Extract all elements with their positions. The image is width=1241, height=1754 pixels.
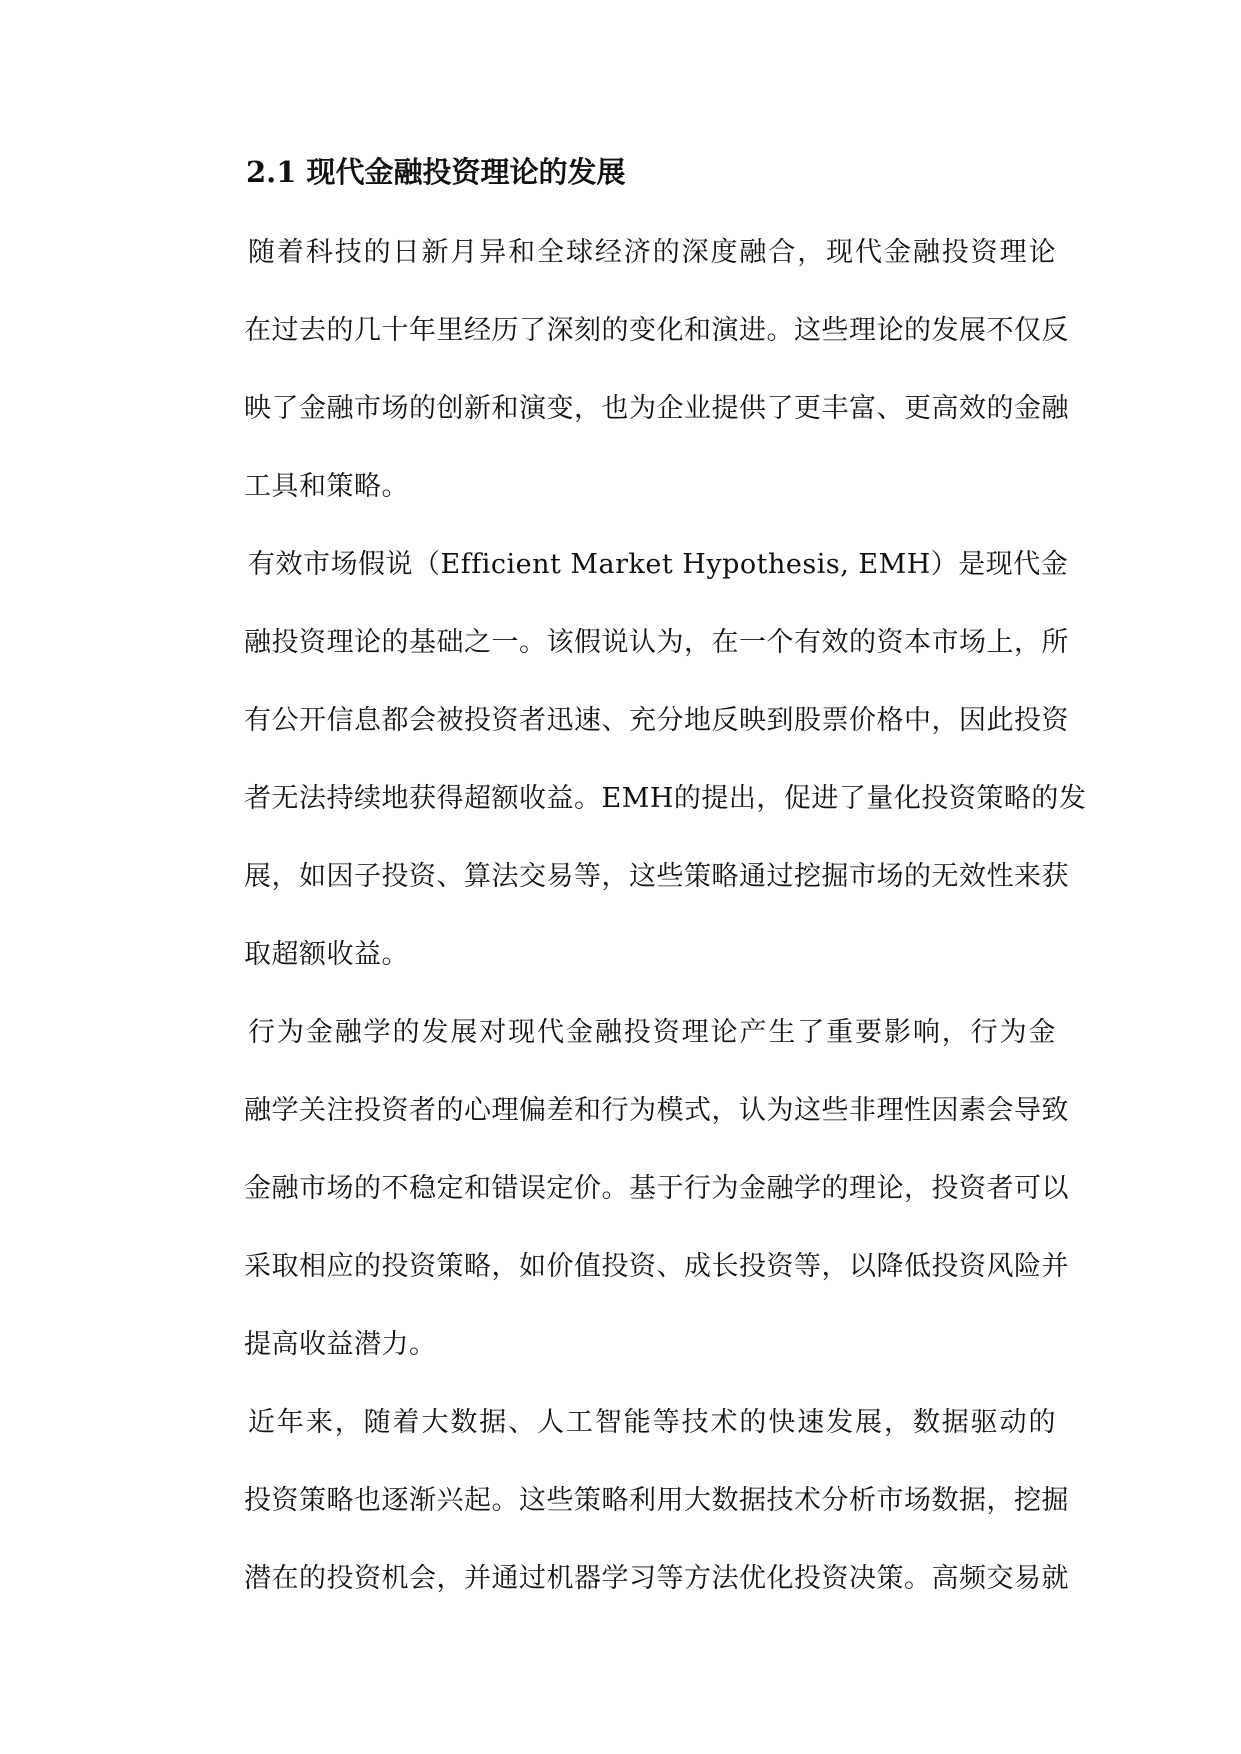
paragraph-4 (190, 1384, 1069, 1618)
text-line: 行为金融学的发展对现代金融投资理论产生了重要影响，行为金 (248, 1017, 1056, 1048)
text-line: 工具和策略。 (244, 471, 409, 502)
text-line: 有公开信息都会被投资者迅速、充分地反映到股票价格中，因此投资 (244, 705, 1069, 736)
text-line: 随着科技的日新月异和全球经济的深度融合，现代金融投资理论 (248, 237, 1056, 268)
paragraph-1 (190, 214, 1069, 526)
text-line: 有效市场假说（Efficient Market Hypothesis, EMH）是现代金 (248, 549, 1069, 580)
text-line: 映了金融市场的创新和演变，也为企业提供了更丰富、更高效的金融 (244, 393, 1069, 424)
text-line: 金融市场的不稳定和错误定价。基于行为金融学的理论，投资者可以 (244, 1173, 1069, 1204)
text-line: 在过去的几十年里经历了深刻的变化和演进。这些理论的发展不仅反 (244, 315, 1069, 346)
text-line: 融投资理论的基础之一。该假说认为，在一个有效的资本市场上，所 (244, 627, 1069, 658)
text-line: 取超额收益。 (244, 939, 409, 970)
text-line: 近年来，随着大数据、人工智能等技术的快速发展，数据驱动的 (248, 1407, 1056, 1438)
text-line: 采取相应的投资策略，如价值投资、成长投资等，以降低投资风险并 (244, 1251, 1069, 1282)
section-heading: 2.1 现代金融投资理论的发展 (246, 155, 626, 189)
text-line: 者无法持续地获得超额收益。EMH的提出，促进了量化投资策略的发 (244, 783, 1087, 814)
text-line: 提高收益潜力。 (244, 1329, 437, 1360)
text-line: 投资策略也逐渐兴起。这些策略利用大数据技术分析市场数据，挖掘 (244, 1485, 1069, 1516)
paragraph-3 (190, 994, 1069, 1384)
text-line: 潜在的投资机会，并通过机器学习等方法优化投资决策。高频交易就 (244, 1563, 1069, 1594)
text-line: 融学关注投资者的心理偏差和行为模式，认为这些非理性因素会导致 (244, 1095, 1069, 1126)
paragraph-2 (190, 526, 1087, 994)
document-body (190, 214, 1087, 1618)
text-line: 展，如因子投资、算法交易等，这些策略通过挖掘市场的无效性来获 (244, 861, 1069, 892)
